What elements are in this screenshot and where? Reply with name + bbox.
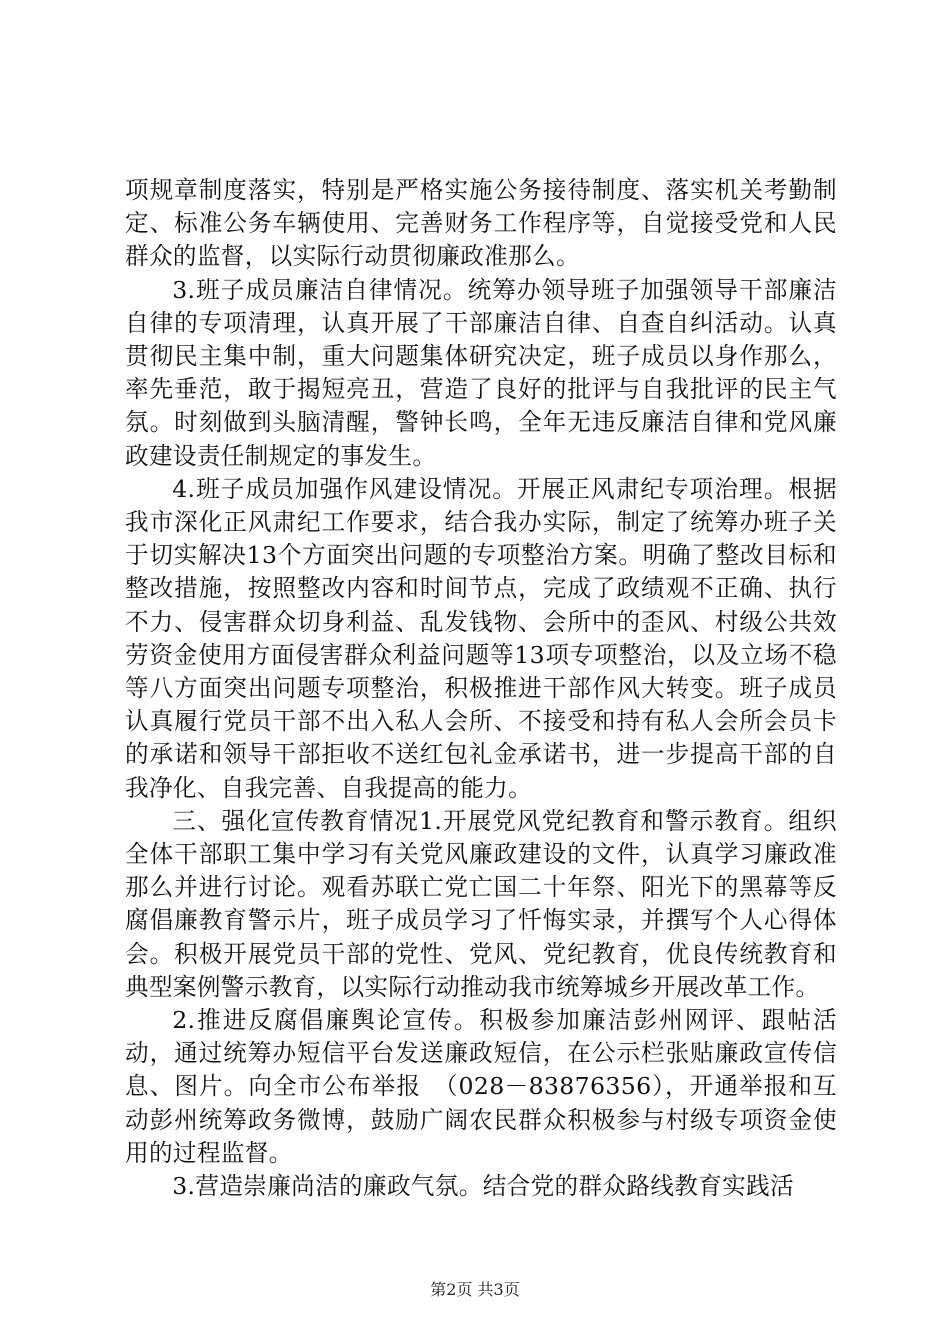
document-body	[125, 174, 837, 1203]
paragraph-self-discipline: 3.班子成员廉洁自律情况。统筹办领导班子加强领导干部廉洁自律的专项清理，认真开展了干部廉洁自律、自查自纠活动。认真贯彻民主集中制，重大问题集体研究决定，班子成员以身作那么，率先垂范，敢于揭短亮丑，营造了良好的批评与自我批评的民主气氛。时刻做到头脑清醒，警钟长鸣，全年无违反廉洁自律和党风廉政建设责任制规定的事发生。	[125, 275, 837, 470]
paragraph-publicity-education: 三、强化宣传教育情况1.开展党风党纪教育和警示教育。组织全体干部职工集中学习有关党风廉政建设的文件，认真学习廉政准那么并进行讨论。观看苏联亡党亡国二十年祭、阳光下的黑幕等反腐倡廉教育警示片，班子成员学习了忏悔实录，并撰写个人心得体会。积极开展党员干部的党性、党风、党纪教育，优良传统教育和典型案例警示教育，以实际行动推动我市统筹城乡开展改革工作。	[125, 806, 837, 1001]
paragraph-public-opinion: 2.推进反腐倡廉舆论宣传。积极参加廉洁彭州网评、跟帖活动，通过统筹办短信平台发送廉政短信，在公示栏张贴廉政宣传信息、图片。向全市公布举报 （028－83876356），开通举报和互动彭州统筹政务微博，鼓励广阔农民群众积极参与村级专项资金使用的过程监督。	[125, 1006, 837, 1167]
paragraph-clean-atmosphere: 3.营造崇廉尚洁的廉政气氛。结合党的群众路线教育实践活	[172, 1172, 794, 1201]
paragraph-work-style: 4.班子成员加强作风建设情况。开展正风肃纪专项治理。根据我市深化正风肃纪工作要求，结合我办实际，制定了统筹办班子关于切实解决13个方面突出问题的专项整治方案。明确了整改目标和整改措施，按照整改内容和时间节点，完成了政绩观不正确、执行不力、侵害群众切身利益、乱发钱物、会所中的歪风、村级公共效劳资金使用方面侵害群众利益问题等13项专项整治，以及立场不稳等八方面突出问题专项整治，积极推进干部作风大转变。班子成员认真履行党员干部不出入私人会所、不接受和持有私人会所会员卡的承诺和领导干部拒收不送红包礼金承诺书，进一步提高干部的自我净化、自我完善、自我提高的能力。	[125, 474, 837, 802]
page-number-footer: 第2页 共3页	[430, 1280, 520, 1299]
paragraph-continuation: 项规章制度落实，特别是严格实施公务接待制度、落实机关考勤制定、标准公务车辆使用、完善财务工作程序等，自觉接受党和人民群众的监督，以实际行动贯彻廉政准那么。	[125, 176, 837, 271]
